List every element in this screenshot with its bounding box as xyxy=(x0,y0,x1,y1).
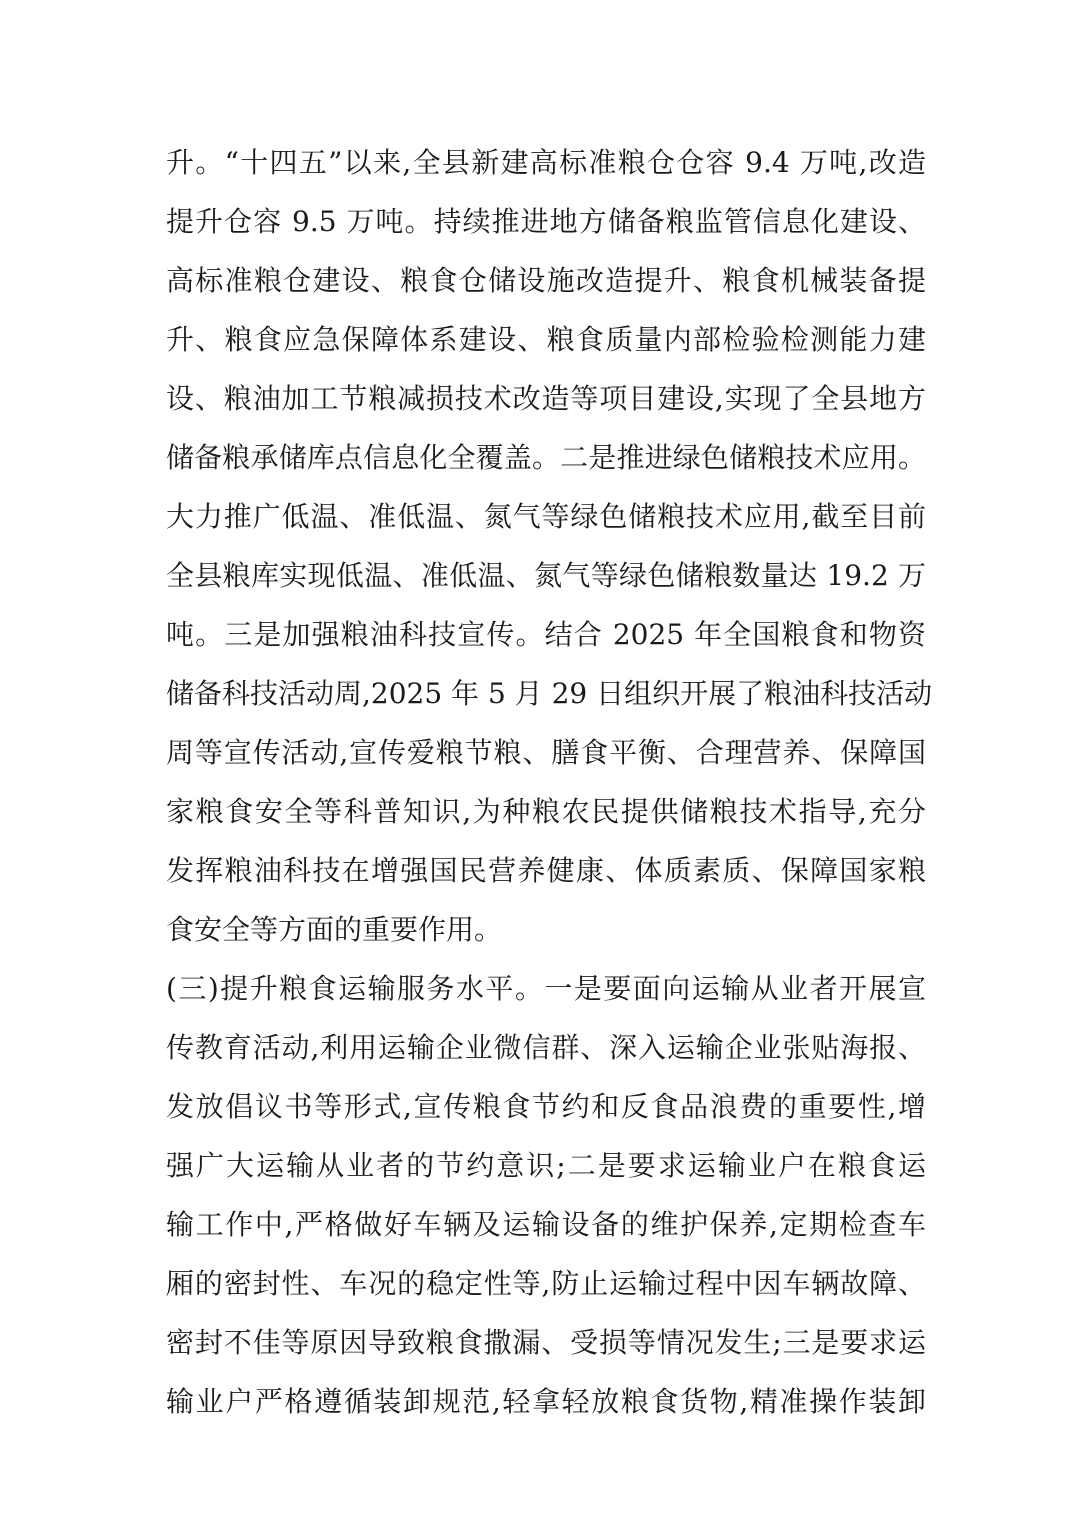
text-line: 发挥粮油科技在增强国民营养健康、体质素质、保障国家粮 xyxy=(166,854,926,887)
text-line: 储备科技活动周,2025 年 5 月 29 日组织开展了粮油科技活动 xyxy=(166,677,933,710)
text-line: 升、粮食应急保障体系建设、粮食质量内部检验检测能力建 xyxy=(166,323,926,356)
text-line: 发放倡议书等形式,宣传粮食节约和反食品浪费的重要性,增 xyxy=(166,1090,926,1123)
text-line: 强广大运输从业者的节约意识;二是要求运输业户在粮食运 xyxy=(166,1149,926,1182)
text-line: 周等宣传活动,宣传爱粮节粮、膳食平衡、合理营养、保障国 xyxy=(166,736,926,769)
section-heading-line: (三)提升粮食运输服务水平。一是要面向运输从业者开展宣 xyxy=(166,972,926,1005)
text-line: 大力推广低温、准低温、氮气等绿色储粮技术应用,截至目前 xyxy=(166,500,926,533)
text-line: 设、粮油加工节粮减损技术改造等项目建设,实现了全县地方 xyxy=(166,382,926,415)
text-line: 升。“十四五”以来,全县新建高标准粮仓仓容 9.4 万吨,改造 xyxy=(166,146,926,179)
text-line: 家粮食安全等科普知识,为种粮农民提供储粮技术指导,充分 xyxy=(166,795,926,828)
text-line: 传教育活动,利用运输企业微信群、深入运输企业张贴海报、 xyxy=(166,1031,926,1064)
text-line: 输业户严格遵循装卸规范,轻拿轻放粮食货物,精准操作装卸 xyxy=(166,1385,926,1418)
text-line: 密封不佳等原因导致粮食撒漏、受损等情况发生;三是要求运 xyxy=(166,1326,926,1359)
body-text xyxy=(166,133,933,1431)
text-line: 厢的密封性、车况的稳定性等,防止运输过程中因车辆故障、 xyxy=(166,1267,926,1300)
text-line: 高标准粮仓建设、粮食仓储设施改造提升、粮食机械装备提 xyxy=(166,264,926,297)
text-line: 全县粮库实现低温、准低温、氮气等绿色储粮数量达 19.2 万 xyxy=(166,559,926,592)
text-line: 吨。三是加强粮油科技宣传。结合 2025 年全国粮食和物资 xyxy=(166,618,926,651)
text-line: 食安全等方面的重要作用。 xyxy=(166,913,503,946)
text-line: 储备粮承储库点信息化全覆盖。二是推进绿色储粮技术应用。 xyxy=(166,441,926,474)
text-line: 提升仓容 9.5 万吨。持续推进地方储备粮监管信息化建设、 xyxy=(166,205,926,238)
text-line: 输工作中,严格做好车辆及运输设备的维护保养,定期检查车 xyxy=(166,1208,926,1241)
